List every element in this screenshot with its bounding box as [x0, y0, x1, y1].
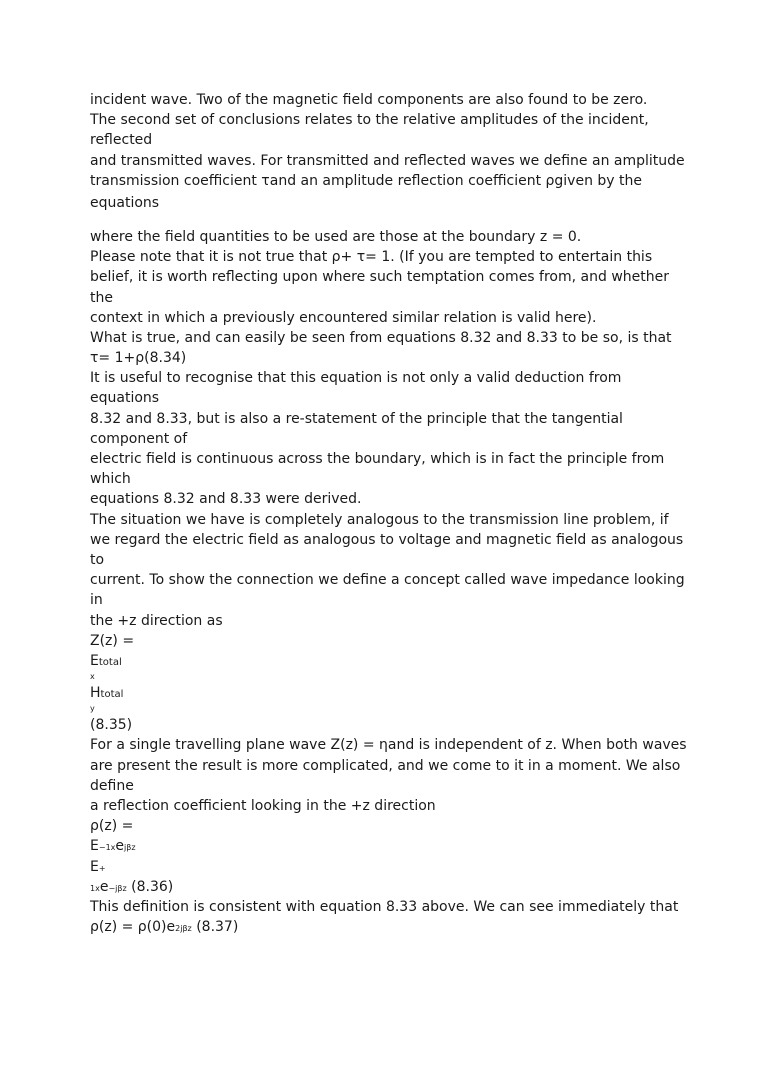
text-line: It is useful to recognise that this equation is not only a valid deduction from: [90, 370, 622, 387]
text-line: The second set of conclusions relates to the relative amplitudes of the incident,: [90, 112, 649, 129]
text-line: which: [90, 471, 131, 488]
text-line: context in which a previously encountered similar relation is valid here).: [90, 309, 597, 326]
equation-subscript: x: [90, 672, 95, 682]
text-line: 8.32 and 8.33, but is also a re-statement of the principle that the tangential: [90, 410, 623, 427]
text-line: equations: [90, 194, 160, 211]
paragraph-boundary: [90, 227, 685, 651]
text-line: where the field quantities to be used are those at the boundary z = 0.: [90, 228, 582, 245]
paragraph-incident-wave: [90, 90, 685, 215]
equation-8-36: [90, 836, 680, 897]
equation-8-35: [90, 651, 680, 736]
equation-subscript: y: [90, 704, 95, 714]
text-line: incident wave. Two of the magnetic field components are also found to be zero.: [90, 92, 648, 108]
equation-8-35-lhs: Z(z) =: [90, 632, 135, 649]
text-line: are present the result is more complicated, and we come to it in a moment. We also: [90, 757, 681, 774]
text-line: The situation we have is completely analogous to the transmission line problem, if: [90, 511, 669, 528]
equation-8-36-lhs: ρ(z) =: [90, 818, 134, 835]
text-line: and transmitted waves. For transmitted and reflected waves we define an amplitude: [90, 152, 685, 169]
equation-8-34: τ= 1+ρ(8.34): [90, 350, 187, 367]
text-line: in: [90, 592, 103, 609]
text-line: belief, it is worth reflecting upon where such temptation comes from, and whether: [90, 269, 669, 286]
missing-equation-gap: [90, 215, 680, 227]
equation-8-37: ρ(z) = ρ(0)e2jβz (8.37): [90, 919, 239, 936]
text-line: a reflection coefficient looking in the +z direction: [90, 798, 436, 814]
equation-numerator: E−1xejβz: [90, 838, 136, 855]
text-line: to: [90, 551, 105, 568]
text-line: electric field is continuous across the boundary, which is in fact the principle from: [90, 451, 665, 467]
text-line: equations: [90, 390, 160, 407]
text-line: define: [90, 777, 134, 794]
document-page: [90, 90, 687, 937]
text-line: reflected: [90, 132, 153, 149]
equation-number: (8.35): [90, 717, 133, 734]
text-line: we regard the electric field as analogous to voltage and magnetic field as analogous: [90, 531, 684, 548]
text-line: For a single travelling plane wave Z(z) = ηand is independent of z. When both waves: [90, 737, 687, 754]
paragraph-definition: [90, 897, 680, 937]
equation-denominator-cont: 1xe−jβz (8.36): [90, 878, 174, 895]
equation-numerator: Etotal: [90, 652, 122, 669]
text-line: Please note that it is not true that ρ+ τ= 1. (If you are tempted to entertain this: [90, 249, 653, 266]
text-line: the +z direction as: [90, 612, 223, 629]
text-line: component of: [90, 430, 188, 447]
equation-denominator: Htotal: [90, 685, 124, 702]
text-line: What is true, and can easily be seen from equations 8.32 and 8.33 to be so, is that: [90, 329, 672, 346]
text-line: current. To show the connection we define a concept called wave impedance looking: [90, 572, 685, 589]
text-line: equations 8.32 and 8.33 were derived.: [90, 491, 362, 508]
text-line: the: [90, 289, 113, 306]
equation-denominator: E+: [90, 858, 106, 875]
text-line: transmission coefficient τand an amplitude reflection coefficient ρgiven by the: [90, 172, 642, 189]
text-line: This definition is consistent with equation 8.33 above. We can see immediately that: [90, 898, 679, 915]
paragraph-plane-wave: [90, 735, 687, 836]
